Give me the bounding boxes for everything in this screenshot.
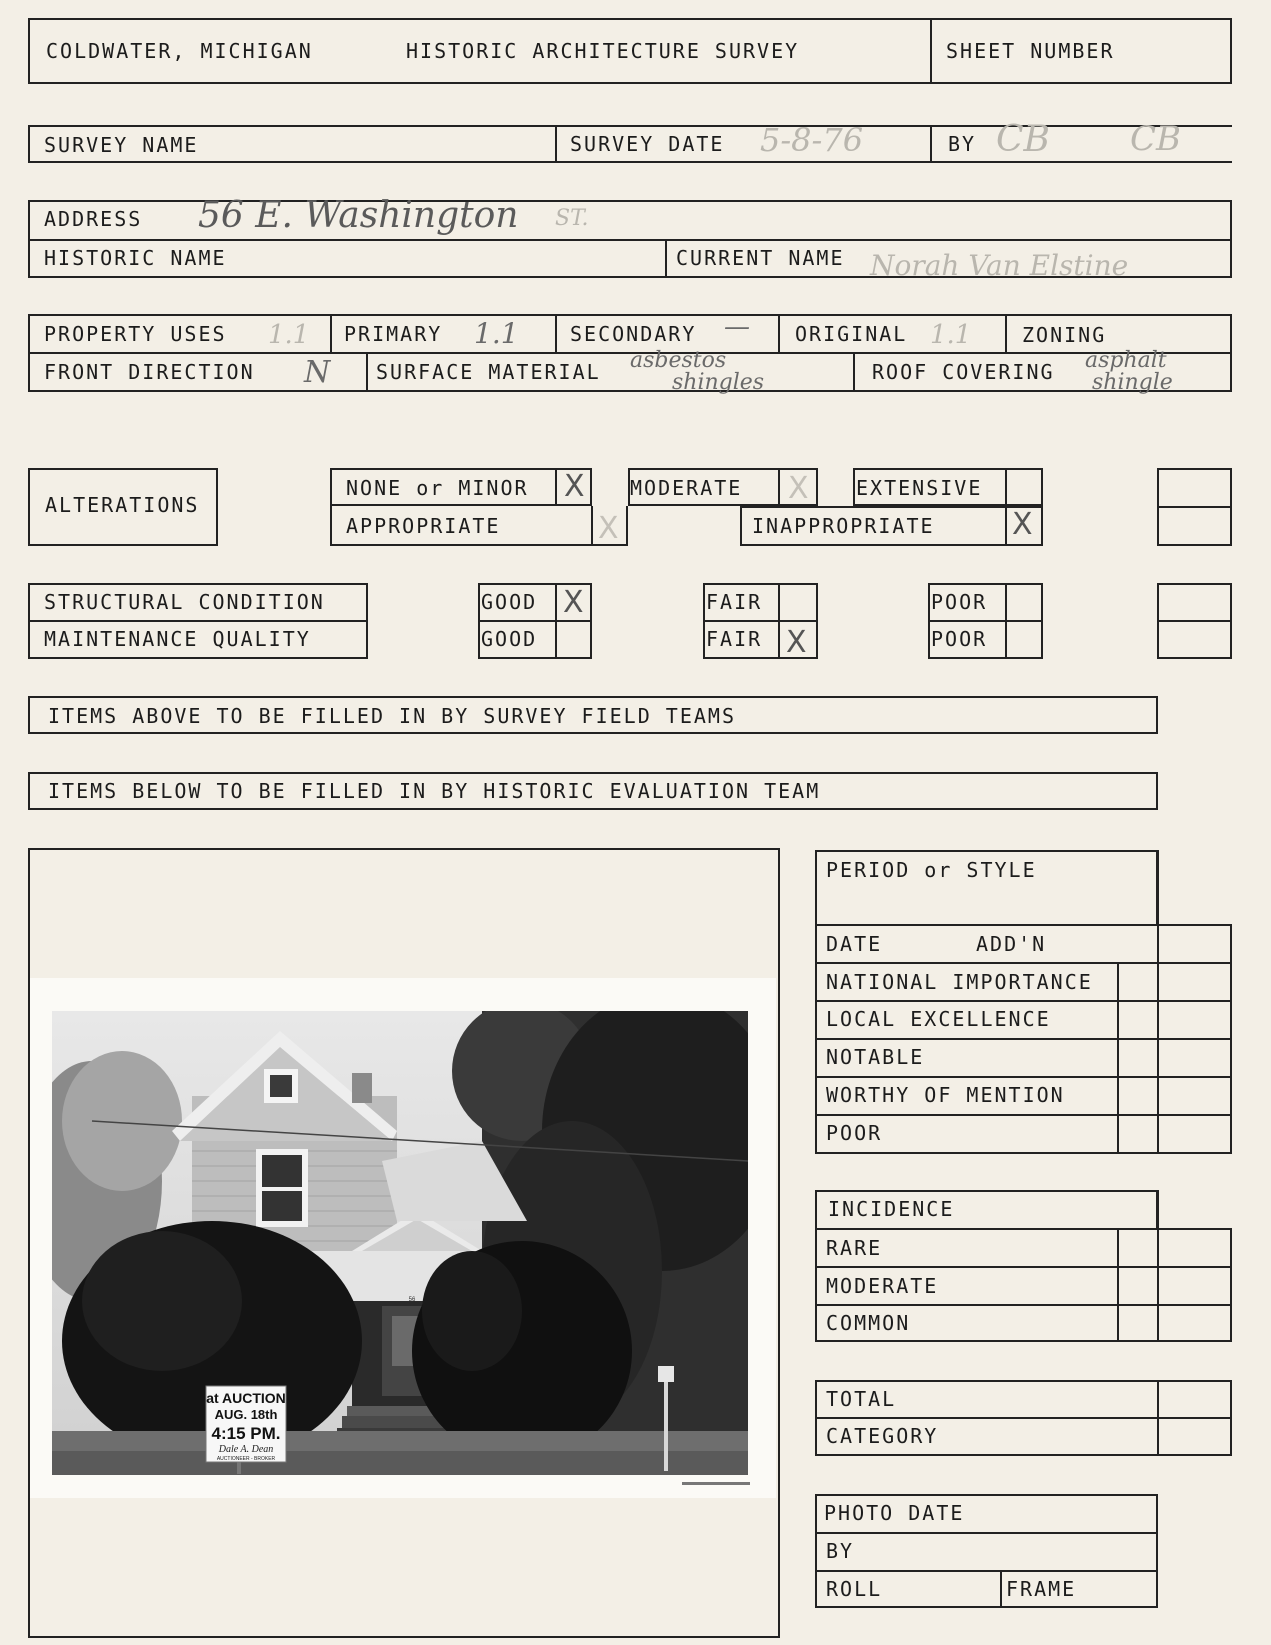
alterations-score-divider [1157,506,1232,508]
appropriate-label: APPROPRIATE [346,514,501,538]
common-label: COMMON [826,1311,911,1335]
current-name-label: CURRENT NAME [676,246,845,270]
structural-condition-label: STRUCTURAL CONDITION [44,590,325,614]
surface-material-value-1: asbestos [630,348,727,373]
secondary-value: — [724,312,750,342]
incidence-row-2 [815,1304,1232,1306]
survey-date-label: SURVEY DATE [570,132,725,156]
maintenance-fair-label: FAIR [706,627,763,651]
address-value: 56 E. Washington [198,195,519,236]
incidence-col-1 [1117,1228,1119,1342]
condition-score-divider [1157,620,1232,622]
rating-col-2 [1157,924,1159,1154]
front-direction-label: FRONT DIRECTION [44,360,255,384]
local-excellence-label: LOCAL EXCELLENCE [826,1007,1051,1031]
primary-value: 1.1 [474,317,519,350]
address-label: ADDRESS [44,207,143,231]
rating-row-2 [815,1000,1232,1002]
national-importance-label: NATIONAL IMPORTANCE [826,970,1093,994]
incidence-label: INCIDENCE [828,1197,955,1221]
total-col [1157,1380,1159,1456]
notable-label: NOTABLE [826,1045,925,1069]
inappropriate-mark: X [1012,507,1033,542]
poor-checkbox-col[interactable] [1005,583,1007,659]
current-name-divider [665,239,667,278]
category-label: CATEGORY [826,1424,939,1448]
incidence-row-1 [815,1266,1232,1268]
worthy-of-mention-label: WORTHY OF MENTION [826,1083,1065,1107]
by-label: BY [948,132,977,156]
incidence-moderate-label: MODERATE [826,1274,939,1298]
structural-poor-label: POOR [931,590,988,614]
roof-covering-value-2: shingle [1092,370,1173,395]
rating-row-4 [815,1076,1232,1078]
rating-col-1 [1117,962,1119,1154]
rating-row-1 [815,962,1232,964]
moderate-mark: X [788,471,809,506]
by-value-2: CB [1130,119,1181,159]
original-value: 1.1 [930,320,972,350]
condition-label-divider [28,620,368,622]
rating-row-3 [815,1038,1232,1040]
rating-row-5 [815,1114,1232,1116]
zoning-divider [1005,314,1007,352]
fair-checkbox-col[interactable] [778,583,780,659]
original-label: ORIGINAL [795,322,908,346]
moderate-checkbox[interactable] [778,468,780,506]
survey-date-value: 5-8-76 [760,121,864,159]
frame-label: FRAME [1006,1577,1077,1601]
field-teams-note: ITEMS ABOVE TO BE FILLED IN BY SURVEY FIELD TEAMS [48,704,737,728]
date-label: DATE [826,932,883,956]
inappropriate-label: INAPPROPRIATE [752,514,935,538]
secondary-divider [555,314,557,352]
sign-line-4: Dale A. Dean [218,1444,274,1455]
sign-line-2: AUG. 18th [214,1407,278,1422]
survey-divider-1 [555,125,557,163]
front-direction-value: N [304,355,331,390]
rare-label: RARE [826,1236,883,1260]
maintenance-poor-label: POOR [931,627,988,651]
header-divider [930,18,932,84]
photo-by-label: BY [826,1539,855,1563]
structural-good-label: GOOD [481,590,538,614]
frame-divider [1000,1570,1002,1608]
appropriate-mark: X [598,511,619,546]
period-style-label: PERIOD or STYLE [826,858,1037,882]
alterations-label: ALTERATIONS [45,493,200,517]
property-uses-value: 1.1 [268,320,310,350]
roof-covering-label: ROOF COVERING [872,360,1055,384]
primary-divider [330,314,332,352]
house-photo-image [52,1011,748,1475]
maintenance-fair-mark: X [786,625,807,660]
roll-label: ROLL [826,1577,883,1601]
extensive-checkbox[interactable] [1005,468,1007,506]
none-minor-checkbox[interactable] [555,468,557,506]
good-divider [478,620,592,622]
extensive-label: EXTENSIVE [856,476,983,500]
sign-line-3: 4:15 PM. [211,1424,281,1443]
structural-fair-label: FAIR [706,590,763,614]
moderate-label: MODERATE [630,476,743,500]
total-label: TOTAL [826,1387,897,1411]
sheet-number-label: SHEET NUMBER [946,39,1115,63]
by-value: CB [996,119,1050,160]
surface-material-label: SURFACE MATERIAL [376,360,601,384]
photo-date-label: PHOTO DATE [824,1501,965,1525]
appropriate-checkbox[interactable] [591,506,593,546]
none-minor-label: NONE or MINOR [346,476,529,500]
roof-divider [853,352,855,392]
structural-good-mark: X [563,585,584,620]
current-name-value: Norah Van Elstine [870,249,1129,282]
surface-divider [366,352,368,392]
sign-line-5: AUCTIONEER - BROKER [216,1456,276,1462]
sign-line-1: at AUCTION [206,1390,286,1406]
rating-right-col-top [1157,850,1159,926]
primary-label: PRIMARY [344,322,443,346]
inappropriate-checkbox[interactable] [1005,506,1007,546]
survey-divider-2 [930,125,932,163]
photo-info-row-2 [815,1570,1158,1572]
poor-divider [928,620,1043,622]
maintenance-good-label: GOOD [481,627,538,651]
fair-divider [703,620,818,622]
zoning-label: ZONING [1022,323,1107,347]
total-divider [815,1417,1232,1419]
address-ghost: ST. [555,206,589,231]
addn-label: ADD'N [976,932,1047,956]
photo-corner-rule [682,1482,750,1485]
survey-name-label: SURVEY NAME [44,133,199,157]
rating-top-right-rule [1157,924,1232,926]
good-checkbox-col[interactable] [555,583,557,659]
surface-material-value-2: shingles [672,370,765,395]
evaluation-team-note: ITEMS BELOW TO BE FILLED IN BY HISTORIC EVALUATION TEAM [48,779,821,803]
address-row-divider [28,239,1232,241]
none-minor-mark: X [564,469,585,504]
roof-covering-value-1: asphalt [1085,348,1167,373]
photo-mount [30,978,776,1498]
property-uses-label: PROPERTY USES [44,322,227,346]
inappropriate-top-rule [740,506,1043,508]
house-number: 56 [408,1297,416,1303]
house-photo [52,1011,748,1475]
photo-info-row-1 [815,1532,1158,1534]
secondary-label: SECONDARY [570,322,697,346]
form-title: HISTORIC ARCHITECTURE SURVEY [406,39,800,63]
original-divider [778,314,780,352]
city-name: COLDWATER, MICHIGAN [46,39,313,63]
maintenance-quality-label: MAINTENANCE QUALITY [44,627,311,651]
historic-name-label: HISTORIC NAME [44,246,227,270]
incidence-col-2 [1157,1190,1159,1342]
evaluation-poor-label: POOR [826,1121,883,1145]
